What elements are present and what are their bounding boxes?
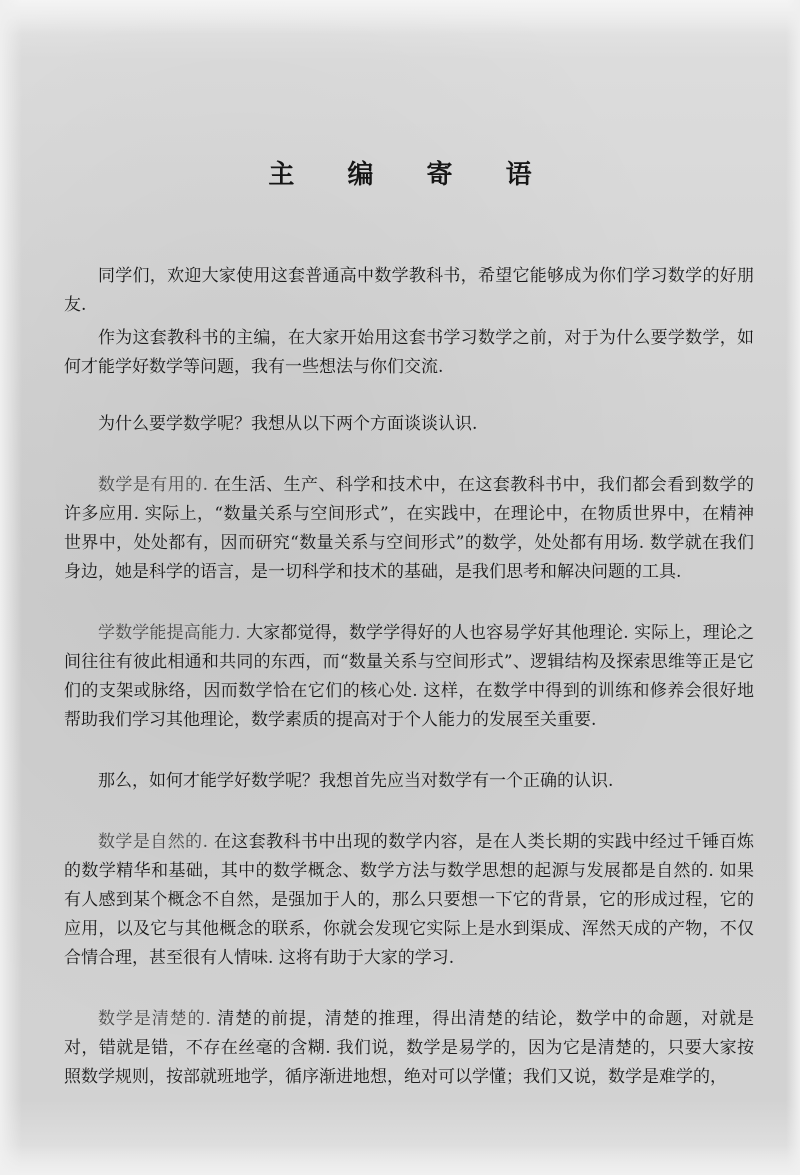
- paragraph-text: 作为这套教科书的主编，在大家开始用这套书学习数学之前，对于为什么要学数学，如何才能学好数学等问题，我有一些想法与你们交流.: [64, 328, 754, 377]
- paragraph-text: 在这套教科书中出现的数学内容，是在人类长期的实践中经过千锤百炼的数学精华和基础，其中的数学概念、数学方法与数学思想的起源与发展都是自然的. 如果有人感到某个概念不自然，是强加于人的，那么只要想一下它的背景，它的形成过程，它的应用，以及它与其他概念的联系，你就会发现它实际上是水到渠成、浑然天成的产物，不仅合情合理，甚至很有人情味. 这将有助于大家的学习.: [64, 832, 754, 968]
- paragraph-greeting: [64, 262, 754, 320]
- page-body: [64, 262, 754, 1092]
- paragraph-math-useful: [64, 471, 754, 587]
- paragraph-lead: 数学是有用的.: [98, 475, 209, 495]
- paragraph-lead: 数学是自然的.: [98, 832, 209, 852]
- paragraph-text: 同学们，欢迎大家使用这套普通高中数学教科书，希望它能够成为你们学习数学的好朋友.: [64, 266, 754, 315]
- paragraph-math-clear: [64, 1005, 754, 1092]
- paragraph-text: 那么，如何才能学好数学呢？我想首先应当对数学有一个正确的认识.: [98, 771, 614, 791]
- paragraph-lead: 数学是清楚的.: [98, 1009, 211, 1029]
- paragraph-math-natural: [64, 828, 754, 973]
- paragraph-lead: 学数学能提高能力.: [98, 623, 241, 643]
- paragraph-text: 在生活、生产、科学和技术中，在这套教科书中，我们都会看到数学的许多应用. 实际上，“数量关系与空间形式”，在实践中，在理论中，在物质世界中，在精神世界中，处处都有，因而研究“数量关系与空间形式”的数学，处处都有用场. 数学就在我们身边，她是科学的语言，是一切科学和技术的基础，是我们思考和解决问题的工具.: [64, 475, 754, 582]
- paragraph-text: 为什么要学数学呢？我想从以下两个方面谈谈认识.: [98, 414, 478, 434]
- paragraph-question-why: [64, 410, 754, 439]
- page-title: 主 编 寄 语: [268, 160, 554, 190]
- paragraph-text: 清楚的前提，清楚的推理，得出清楚的结论，数学中的命题，对就是对，错就是错，不存在丝毫的含糊. 我们说，数学是易学的，因为它是清楚的，只要大家按照数学规则，按部就班地学，循序渐进地想，绝对可以学懂；我们又说，数学是难学的，: [64, 1009, 754, 1087]
- paragraph-intro: [64, 324, 754, 382]
- paragraph-text: 大家都觉得，数学学得好的人也容易学好其他理论. 实际上，理论之间往往有彼此相通和共同的东西，而“数量关系与空间形式”、逻辑结构及探索思维等正是它们的支架或脉络，因而数学恰在它们的核心处. 这样，在数学中得到的训练和修养会很好地帮助我们学习其他理论，数学素质的提高对于个人能力的发展至关重要.: [64, 623, 755, 730]
- paragraph-question-how: [64, 767, 754, 796]
- page-edge-top: [0, 0, 800, 34]
- paragraph-math-ability: [64, 619, 754, 735]
- page-edge-bottom: [0, 1145, 800, 1175]
